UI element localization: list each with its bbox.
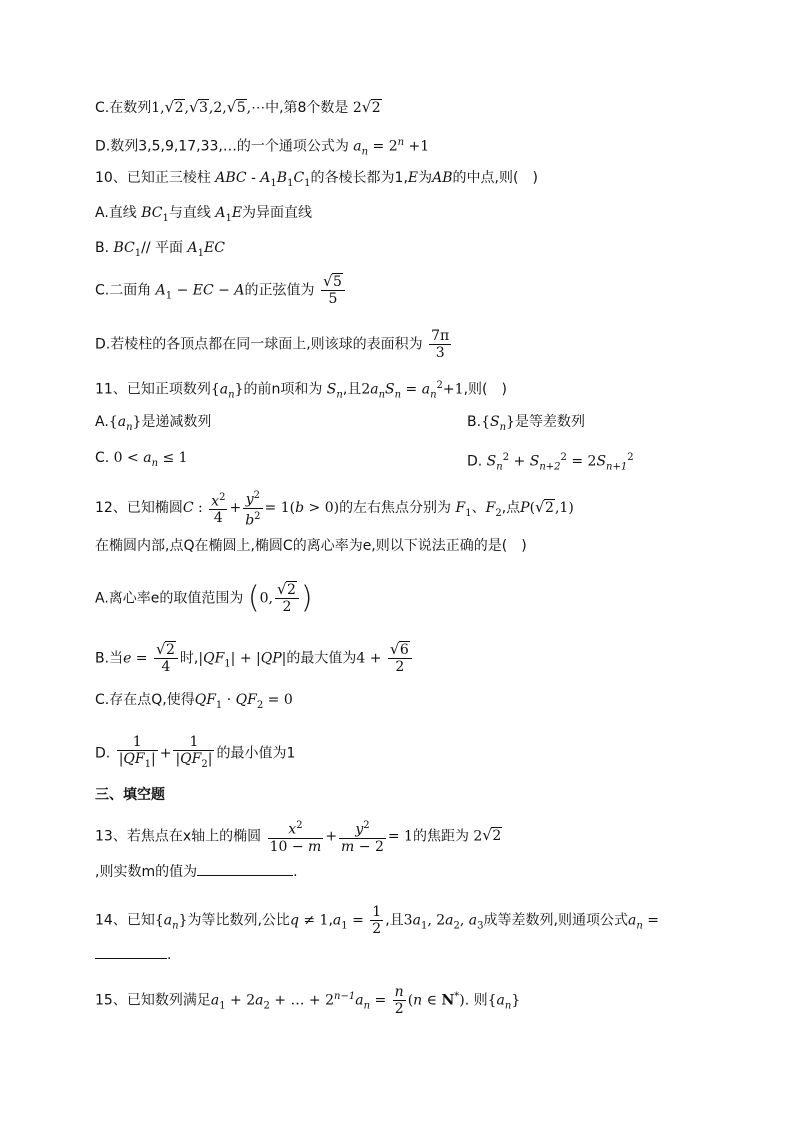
question-12-option-d: D. $\frac{1}{|QF_1|}$ + $\frac{1}{|QF_2|}$ 的最小值为1 (95, 734, 296, 770)
option-c-sequence: C.在数列1,√ 2,√ 3,2,√ 5,⋯中,第8个数是 2√ 2 (95, 98, 754, 118)
section-title: 三、填空题 (95, 787, 165, 803)
question-13: 13、若焦点在x轴上的椭圆 $\frac{x^2}{10 - m}$ + $\frac{y^2}{m - 2}$ = 1的焦距为 2√ 2 (95, 818, 754, 855)
fraction-7pi-over-3: $\frac{7\pi}{3}$ (431, 328, 450, 361)
question-11: 11、已知正项数列$\{a_n\}$的前n项和为 $S_n$,且$2a_nS_n = a_n^2+1$,则( ) (95, 380, 507, 401)
option-d-formula: D.数列3,5,9,17,33,…的一个通项公式为 $a_n = 2^n +1$ (95, 137, 430, 158)
question-12-continued: 在椭圆内部,点Q在椭圆上,椭圆C的离心率为e,则以下说法正确的是( ) (95, 538, 527, 554)
answer-blank-13[interactable] (197, 875, 293, 876)
question-10: 10、已知正三棱柱 ABC - $A_1B_1C_1$的各棱长都为1,E为AB的中点,则( ) (95, 170, 538, 189)
question-13-answer: ,则实数m的值为 . (95, 864, 298, 880)
question-10-option-d: D.若棱柱的各顶点都在同一球面上,则该球的表面积为 $\frac{7\pi}{3}$ (95, 328, 450, 361)
question-10-option-a: A.直线 $BC_1$与直线 $A_1E$为异面直线 (95, 205, 313, 224)
question-10-option-b: B. $BC_1//$ 平面 $A_1EC$ (95, 240, 225, 259)
question-14-answer: . (95, 945, 754, 965)
question-12: 12、已知椭圆C : $\frac{x^2}{4}$ + $\frac{y^2}{b^2}$ = 1(b > 0)的左右焦点分别为 $F_1$、$F_2$,点P(√ 2,1) (95, 488, 754, 528)
question-14: 14、已知$\{a_n\}$为等比数列,公比$q \ne 1,a_1$ = $\frac{1}{2}$ ,且$3a_1$, $2a_2$, $a_3$成等差数列,则通项公式$a_n$ = (95, 904, 659, 937)
question-12-option-b: B.当e = √ $\frac{2}{4}$ 时$,|QF_1| + |QP|$的最大值为4 + √ $\frac{6}{2}$ (95, 642, 754, 675)
question-10-option-c: C.二面角 $A_1$ − EC − A的正弦值为 √ $\frac{5}{5}$ (95, 274, 754, 307)
question-11-options-cd: C. $0 < a_n \le 1$ D. $S_n^2 + S_{n+2}^2 = 2S_{n+1}^2$ (95, 450, 634, 473)
question-11-options-ab: $A.\{a_n\}$是递减数列 $B.\{S_n\}$是等差数列 (95, 414, 585, 433)
question-15: 15、已知数列满足$a_1 + 2a_2$ + … + $2^{n-1}a_n$ = $\frac{n}{2}$ (n ∈ N*). 则$\{a_n\}$ (95, 984, 521, 1017)
question-12-option-a: A.离心率e的取值范围为 (0, √ $\frac{2}{2}$ ) (95, 582, 754, 615)
question-12-option-c: C.存在点Q,使得$QF_1 \cdot QF_2 = 0$ (95, 692, 293, 711)
fraction-sqrt5-over-5: √ $\frac{5}{5}$ (321, 274, 345, 307)
answer-blank-14[interactable] (95, 958, 167, 959)
